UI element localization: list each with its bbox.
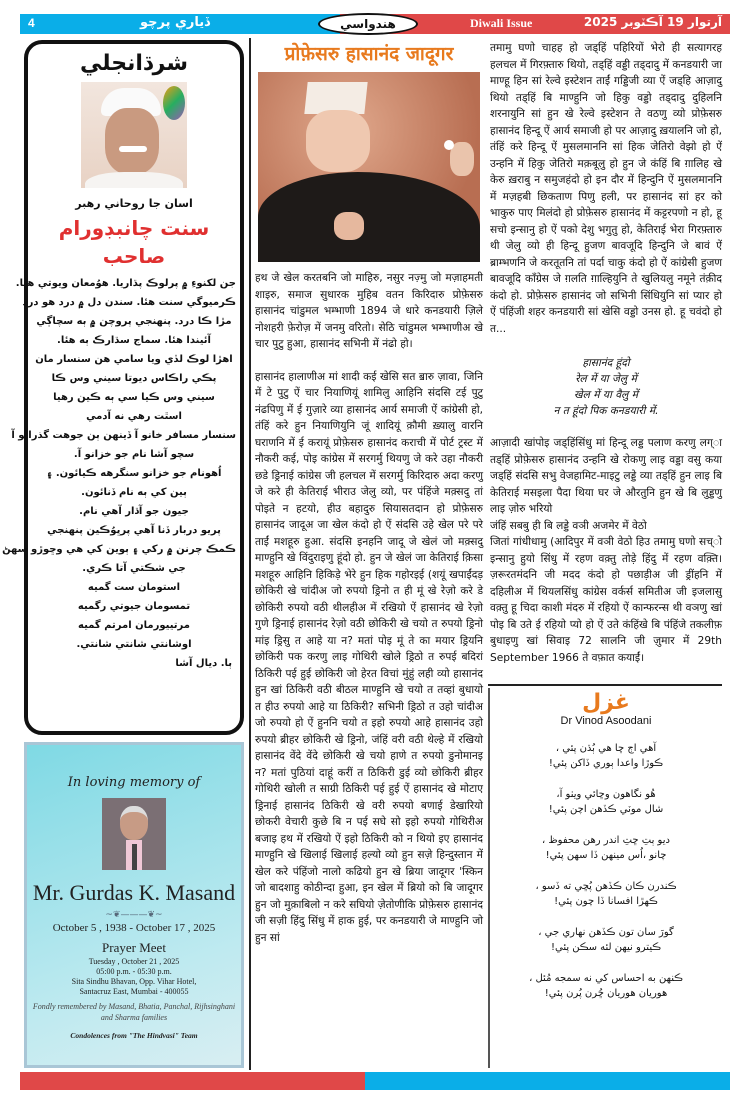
column-divider [249, 38, 251, 1070]
couplet-line: ڪنهن به احساس کي نه سمجه مُئل ، [529, 973, 683, 984]
newspaper-logo: هندواسي [318, 13, 418, 35]
article-paragraph: तमामु घणो चाहह हो जड्हिं पहिरियों भेरो ही सत्यागरह हलचल में गिरफ़्तारु थियो, तड्हिं वड्डी तड्दादु में कनडयारी जा माण्हू हिन सां रेल्वे इस्टेशन ताईं गड्डिजी व्या ऐं जड्हि आज़ादु थियो तड्हिं बि माण्हुनि जो हिकु वड्डो तड्दादु दुहिलनि शरनायुनि सां हुन खे रेल्वे इस्टेशन ते वठणु व्यो प्रोफ़ेसरु हासानंद हिन्दू ऐं आर्य समाजी हो पर आज़ादु ख़यालनि जो हो, तंहिं करे हिन्दू ऐं मुसलमाननि सां हिक जेतिरो वेझो हो ऐं उन्हनि में हिकु जेतिरो मक़बूलु हो हुन जे कंहिं बि ग़ालिह खे केरु ख़राबु न समुजहंदो हो इन दौर में हिन्दुनि ऐं मुसलमाननि में मज़हबी छिकताण पिणु हली, पर हासानंद सां हर को भाकुरु पाए मिलंदो हो प्रोफ़ेसरु हासानंद में कट्टरपणो न हो, हू सचो इन्सानु हो ऐं पको देशु भगुतु हो, केतिराई भेरा गिरफ़्तारु थी जेलु व्यो ही हिन्दू हुजण बावजूदि हिन्दुनि जे बावं ऐं ब्राम्भणनि जे करतूतनि तां पर्दा चाकु कंदो हो ऐं कांग्रेसी हुजण बावजूदि कॉंग्रेस जे ग़लति ग़ाल्हियुनि ते खुलियलु नमूने तंक़ीद कंदो हो. प्रोफ़ेसरु हासानंद जो सभिनी सिंधियुनि सां प्यार हो ऐं पंहिंजी शहर कनडयारी सां खेसि वड्डो उनस हो. हू चवंदो हो त... [490, 42, 722, 335]
issue-label: Diwali Issue [470, 16, 533, 30]
article-right-column [490, 40, 722, 666]
article-title: प्रोफ़ेसरु हासानंद जादूगर [284, 43, 454, 65]
tribute-line: سيني وس ڪيا سي ٻه ڪين رهيا [53, 392, 215, 403]
article-poem [490, 355, 722, 419]
tribute-line: جن لکنوءِ ۾ پرلوڪ پڌاريا. هوُمعان ويوتي هئا. [15, 278, 236, 289]
saint-photo [81, 82, 187, 188]
tribute-line: پڪي راڪاس ديوتا سيني وس ڪا [51, 373, 217, 384]
memorial-intro: In loving memory of [67, 775, 201, 790]
ornament-divider: ~❦———❦~ [105, 910, 163, 920]
tribute-line: مرتييورمان امرتم گميه [78, 620, 190, 631]
tribute-line: جي شڪتي آتا ڪري. [82, 563, 186, 574]
couplet-line: چانو ،اُس مينهن ڏا سهن پئي! [545, 850, 667, 861]
tribute-line: جيون جو آڌار آهي نام. [79, 506, 189, 517]
ghazal-author: Dr Vinod Asoodani [560, 715, 652, 727]
condolences: Condolences from "The Hindvasi" Team [70, 1031, 198, 1040]
article-photo [258, 72, 480, 262]
ghazal-section [488, 688, 722, 1068]
couplet-line: ديو ٻتِ ڇتِ اندر رهن محفوظ ، [542, 835, 670, 846]
tribute-line: تمسومان جيوتي رگميه [77, 601, 191, 612]
poem-line: रेल में या जेलु में [575, 373, 637, 385]
tribute-signature: ٻا. ديال آشا [175, 658, 232, 669]
tribute-line: اهڙا لوڪ لڏي ويا سامي هن سنسار مان [35, 354, 233, 365]
tribute-line: اسٿت رهي نه آدمي [86, 411, 182, 422]
page-footer [20, 1072, 730, 1090]
saint-name: سنت چانبڊورام صاحب [58, 216, 210, 268]
memorial-dates: October 5 , 1938 - October 17 , 2025 [52, 922, 216, 934]
tribute-line: مڙا ڪا درد. پنهنجي پروچن ۾ ٻه سچاڳي [36, 316, 232, 327]
couplet-line: ڪوڙا واعدا ٻوري ڏاکن پئي! [548, 758, 664, 769]
tribute-line: اُهونام جو خزانو سنگرهه ڪيائون. ۽ [46, 468, 222, 479]
couplet-line: آهي اڄ ڇا هي ٻُڌن پئي ، [555, 743, 657, 754]
ghazal-couplet [490, 787, 722, 817]
tribute-lines [2, 274, 236, 654]
couplet-line: هُو نگاهون وڇائي ويٺو آ، [556, 789, 656, 800]
couplet-line: شال موٽي ڪڏهن اچن پئي! [548, 804, 664, 815]
shraddhanjali-box [2, 40, 244, 735]
article-paragraph: हासानंद हालाणीअ मां शादी कई खेसि सत ॿारु ज़ावा, जिनि में टे पुटु ऐं चार नियाणियूं शामिलु आहिनि संदसि टई पुटु नंढपिणु में ई गुज़ारे व्या हासानंद आर्य समाजी ऐं कांग्रेसी हो, तंहिं करे हुन नियाणियुनि जूं शादियूं क़ौमी ख़्यालु वारनि घराणनि में ई करायूं प्रोफ़ेसरु हासानंद कराची में पोर्ट ट्रस्ट में नौकरी कई, पोइ कांग्रेस में सरगर्मु थियणु जे करे उहा नौकरी छडे ड्रिनाई कांग्रेस जी हलचल में सरगर्मु किरिदारु अदा करणु जे करे ही केतिराई भीराउ जेलु व्यो, पर पंहिंजे मक़्सदु तां पोइते न हटयो, हीउ बहादुरु सियासतदान हो प्रोफ़ेसरु हासानंद जादूअ जा खेल कंदो हो ऐं संदसि उहे खेल परे परे ताईं मशहूरु हुआ. संदसि इनहनि जादू जे खेलं जो मक़्सदु माण्हुनि खे विंदुराइणु हूंदो हो. हुन जे खेलं जा केतिराई क़िसा मशहूरु आहिनि हिकिड़े भेरे हुन हिक गहोरइई (शयूं खपाईंदड़ छोकिरी खे चांदीअ जो रुपयो ड्रिनो त ही मूं खे रेज़ो करे डे छोकिरी रुपयो वठी थीलहीअ में रखियो ऐं हासानंद खे रेज़ो गुणे ड्रिनाई हासानंद रेज़ो वठी छोकिरी खे चयो त रुपयो ड्रिनो मांइ ड्रिसु त आहे या न? मतां पोइ मूं ते का मयार ड्रियनि छोकिरी पक करणु लाइ गोथिरी खोले ड्रिठो त रुपई बदिरां ठिकिरी पई हुई छोकिरी जो हेरत विचां मुंहुं लही व्यो हासानंद हुन खां ठिकिरी वठी बीठल माण्हुनि खे चयो त तव्हां बुधायो त हीउ रुपयो आहे या ठिकिरी? सभिनी ड्रिठो त उहो चांदीअ जो रुपयो हो ऐं हुननि चयो त इहो रुपयो आहे हासानंद उहो रुपयो ब्रीहर छोकिरी खे ड्रिनो, जंहिं वरी वठी थेल्हे में रखियो हासानंद वेंदे वेंदे छोकिरी खे चयो हाणे त रुपयो डुनोमानइ न? मतां पुठियां दाहूं करीं त ठिकिरी डुई व्यो छोकिरी ब्रीहर गोथिरी खोली त साग्री ठिकिरी पई हुई ऐं हासानंद खे मोटाए ड्रिनाई हासानंद ठिकिरी खे वरी रुपयो बणाई डेखारियो छोकरी वेचारी कुछे बि न पई सघे सो इहो रुपयो गोथिरीअ बजाइ हथ में रखियो ऐं इहो ठिकिरी को न थियो इए हासानंद माण्हुनि खे खिलाई खिलाई हल्यो व्यो हुन सज़े हिन्दुस्तान में खेल करे पंहिंजो नालो कढियो हुन खे ब्रिया जादूगर 'स्किन जो बादशाहु कोठीन्दा हुआ, इन खेल में ब्रियो को बि जादूगर हुन जो मुक़ाबिलो न करे सघियो ज़ेतोणीकि प्रोफ़ेसरु हासानंद जी सज़ी हिंदु सिंधु में हाक हुई, पर कनडयारी जे माण्हुनि जो हुन सां [255, 370, 483, 944]
page-header [20, 14, 730, 34]
shraddhanjali-heading: شرڌانجلي [79, 51, 188, 76]
header-blue-band [20, 14, 396, 34]
ghazal-title: غزل [582, 690, 630, 715]
tribute-line: استومان ست گميه [87, 582, 181, 593]
couplet-line: ڪيترو نيهن لئه سڪن پئي! [550, 942, 662, 953]
shraddhanjali-subtitle: اسان جا روحاني رهبر [75, 197, 193, 210]
tribute-line: آئيندا هئا. سماج سڌارڪ ٻه هئا. [57, 335, 211, 346]
tribute-line: اوشانتي شانتي شانتي. [76, 639, 192, 650]
ghazal-couplet [490, 879, 722, 909]
ghazal-couplets [490, 741, 722, 1001]
ghazal-couplet [490, 971, 722, 1001]
couplet-line: ڪهڙا افسانا ڏا چون پئي! [554, 896, 658, 907]
footer-red-band [20, 1072, 365, 1090]
tribute-line: سچو آشا نام جو خزانو آ. [73, 449, 195, 460]
article-paragraph: हथ जे खेल करतबनि जो माहिरु, नसुर नज़्मु जो मज़ाहमती शाइरु, समाज सुधारक मुहिब वतन किरिदारु प्रोफ़ेसरु हासानंद चांडुमल भम्भाणी 1894 जे धारे कनडयारी ज़िले नोशहरी फ़ेरोज़ में जनमु वरितो। सेठि चांडुमल भम्भाणीअ खे चार पुटु हुआ, हासानंद सभिनी में नंढो हो। [255, 272, 483, 350]
poem-line: न त हूंदो पिक कनडयारी में. [553, 405, 659, 417]
prayer-day: Tuesday , October 21 , 2025 [88, 957, 180, 966]
memorial-photo [102, 798, 166, 870]
couplet-line: ڪندرن ڪان ڪڏهن پُڇي ته ڏسو ، [535, 881, 677, 892]
tribute-line: ٻين کي ٻه نام ڏنائون. [81, 487, 187, 498]
memorial-card [24, 742, 244, 1068]
section-divider [488, 684, 722, 686]
ghazal-couplet [490, 925, 722, 955]
article-middle-column [255, 40, 483, 962]
article-paragraph: आज़ादी खांपोइ जड्हिंसिंधु मां हिन्दू लड्ड पलाण करणु लग्ा तड्हिं प्रोफ़ेसरु हासानंद उन्हनि खे रोकणु लाइ वड्डा वसु कया जड्हिं संदसि सभु वेजहामिट-माइटु लड्डे व्या तड्हिं हुन लाइ बि केतिराई मसइला पैदा थिया घर जे औरतुनि हुन खे बि लुड्डणु लाइ ज़ोरु भरियो जंहिं सबबु ही बि लड्डे वञी अजमेर में वेठो जितां गांधीधामु (आदिपुर में वञी वेठो हिउ तमामु घणो सच्ो इन्सानु हुयो सिंधु में रहण वक़्तु तोड़े हिंदु में रहण वक़्ति। ज़रूरतमंदनि जी मदद कंदो हो पछाड़ीअ जी ड्रींहनि में दहिलीअ में थियलसिंधु कांग्रेस वर्कर्स समितीअ जी इजलासु वक़्तु हू चिदा काशी मंदरु में रहियो ऐं कान्फरन्स थी वञणु खां पोइ बि उते ई रहियो प्यो हो ऐं उते कंहिंखे बि पंहिंजे तकलीफ़ बुधाइणु खां सिवाइ 72 सालनि जी ज़ुमार में 29th September 1966 ते वफ़ात कयाईं। [490, 437, 722, 664]
footer-blue-band [365, 1072, 730, 1090]
tribute-line: پريو دربار ڏنا آهي پرڀوُڪين پنهنجي [47, 525, 221, 536]
issue-date: آرتوار 19 آڪٽوبر 2025 [583, 15, 722, 29]
tribute-line: ڪرميوگي سنت هئا. سندن دل ۾ درد هو درد [22, 297, 236, 308]
couplet-line: هوريان هوريان ڇُرن پُرن پئي! [544, 988, 668, 999]
ghazal-couplet [490, 833, 722, 863]
tribute-line: سنسار مسافر خانو آ ڏينهن ٻن جوهت گذرانو آ [11, 430, 236, 441]
tribute-line: ڪمڪ چرنن ۾ رکي ۽ ٻوين کي هي وڇوڙو سهڻ [2, 544, 236, 555]
section-name: ڏياري پرچو [140, 15, 210, 30]
poem-line: खेल में या वैलु में [574, 389, 638, 401]
prayer-meet-heading: Prayer Meet [102, 940, 166, 955]
prayer-venue-1: Sita Sindhu Bhavan, Opp. Vihar Hotel, [71, 977, 197, 986]
prayer-venue-2: Santacruz East, Mumbai - 400055 [79, 987, 189, 996]
poem-line: हासानंद हूंदो [582, 357, 630, 369]
fondly-remembered: Fondly remembered by Masand, Bhatia, Panchal, Rijhsinghani and Sharma families [32, 1002, 236, 1022]
page-number: 4 [28, 16, 35, 30]
prayer-time: 05:00 p.m. - 05:30 p.m. [96, 967, 172, 976]
couplet-line: گورَ سان تون ڪڏهن نهاري جي ، [538, 927, 674, 938]
ghazal-couplet [490, 741, 722, 771]
memorial-name: Mr. Gurdas K. Masand [32, 880, 236, 905]
